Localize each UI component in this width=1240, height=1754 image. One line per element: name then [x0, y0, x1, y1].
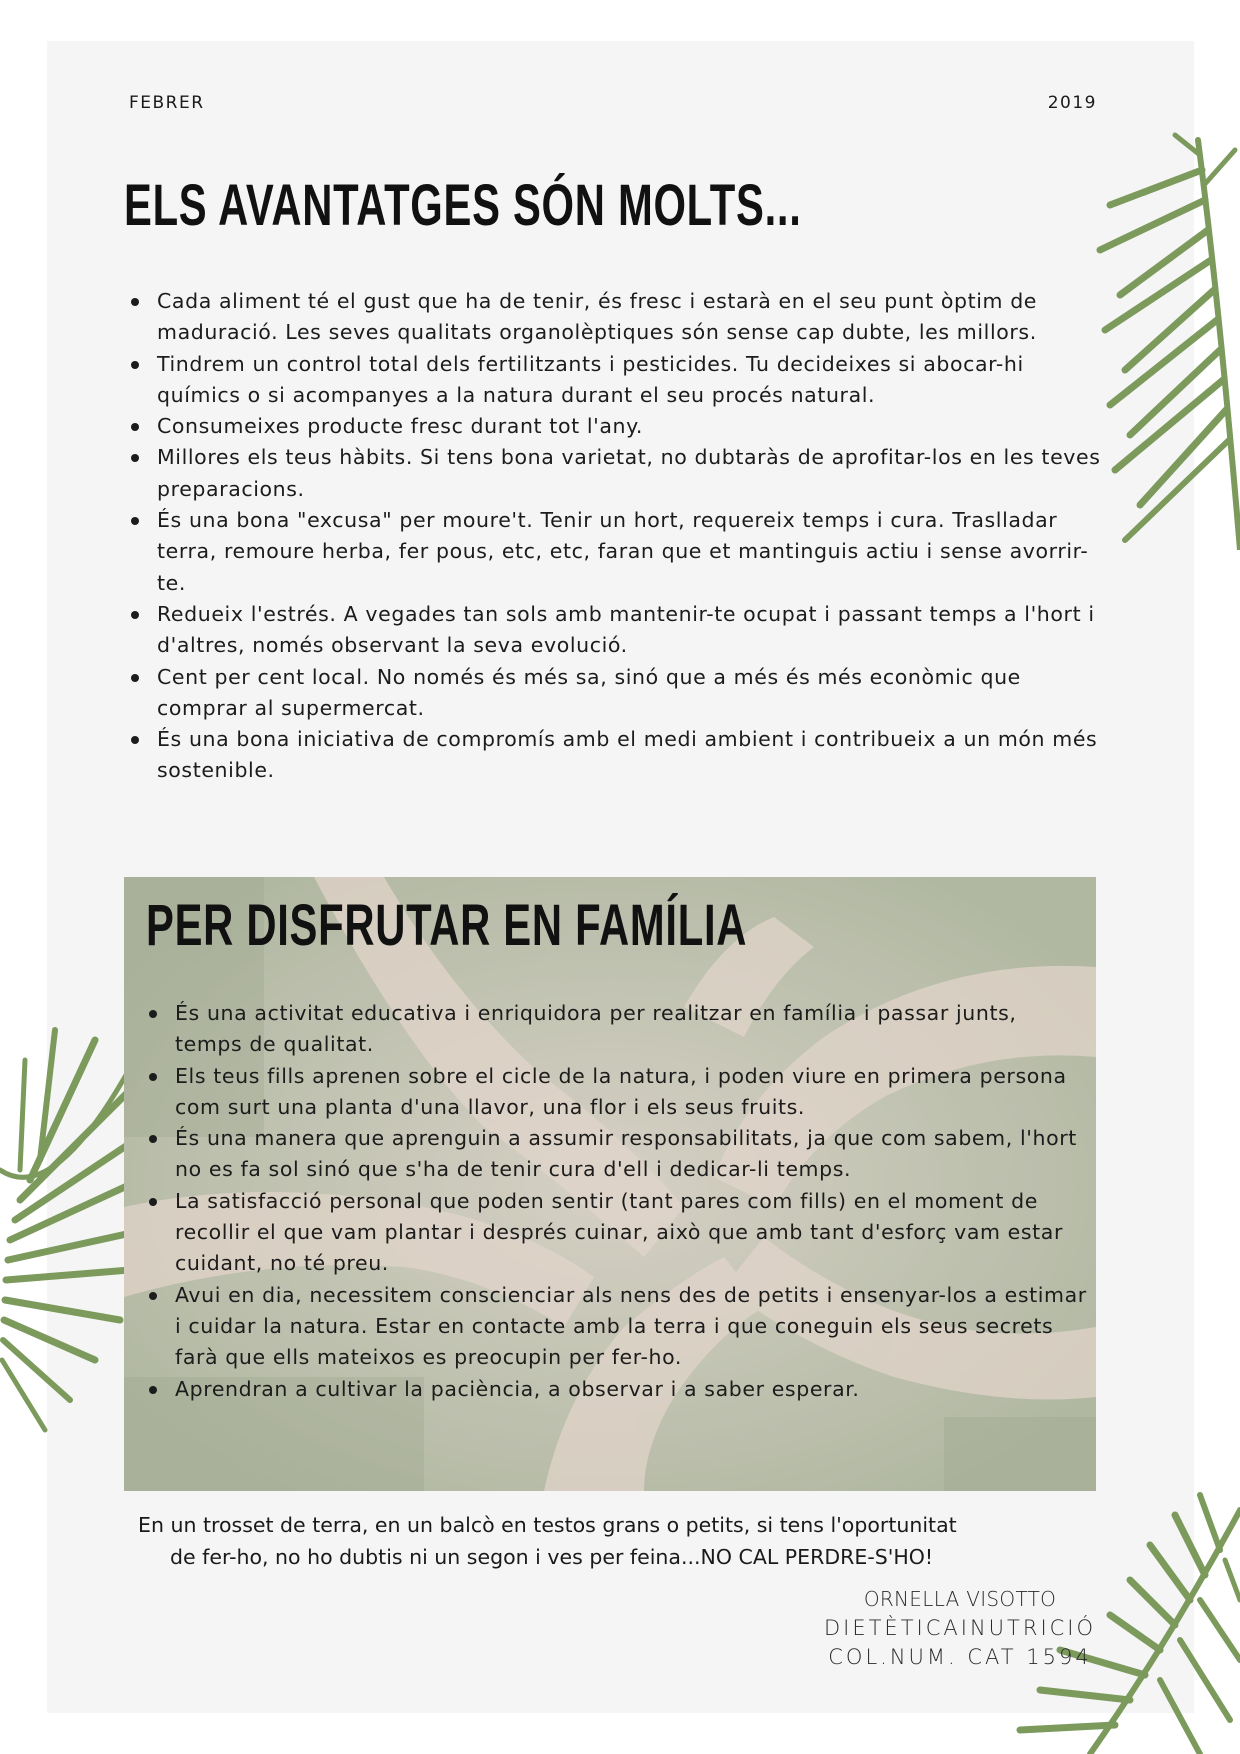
list-item: Els teus fills aprenen sobre el cicle de la natura, i poden viure en primera persona com surt una planta d'una llavor, una flor i els seus fruits.: [147, 1061, 1087, 1124]
signature-name: ORNELLA VISOTTO: [863, 1587, 1057, 1611]
list-item: Cent per cent local. No només és més sa, sinó que a més és més econòmic que comprar al supermercat.: [129, 662, 1105, 725]
closing-line-1: En un trosset de terra, en un balcò en testos grans o petits, si tens l'oportunitat: [138, 1513, 957, 1537]
closing-line-2: de fer-ho, no ho dubtis ni un segon i ves per feina...NO CAL PERDRE-S'HO!: [170, 1544, 934, 1569]
list-item: És una bona "excusa" per moure't. Tenir un hort, requereix temps i cura. Traslladar terra, remoure herba, fer pous, etc, etc, faran que et mantinguis actiu i sense avorrir-te.: [129, 505, 1105, 599]
family-list: [147, 998, 1087, 1405]
list-item: És una bona iniciativa de compromís amb el medi ambient i contribueix a un món més sostenible.: [129, 724, 1105, 787]
signature-registration: COL.NUM. CAT 1594: [828, 1645, 1092, 1669]
list-item: Cada aliment té el gust que ha de tenir, és fresc i estarà en el seu punt òptim de maduració. Les seves qualitats organolèptiques són sense cap dubte, les millors.: [129, 286, 1105, 349]
list-item: És una activitat educativa i enriquidora per realitzar en família i passar junts, temps de qualitat.: [147, 998, 1087, 1061]
header-month: FEBRER: [129, 93, 205, 113]
list-item: Consumeixes producte fresc durant tot l'any.: [129, 411, 1105, 442]
header-year: 2019: [1047, 93, 1097, 113]
section-title-family: PER DISFRUTAR EN FAMÍLIA: [146, 893, 748, 958]
closing-text: [120, 1510, 1080, 1573]
list-item: Redueix l'estrés. A vegades tan sols amb mantenir-te ocupat i passant temps a l'hort i d'altres, només observant la seva evolució.: [129, 599, 1105, 662]
section-title-advantages: ELS AVANTATGES SÓN MOLTS...: [124, 173, 802, 238]
list-item: És una manera que aprenguin a assumir responsabilitats, ja que com sabem, l'hort no es fa sol sinó que s'ha de tenir cura d'ell i dedicar-li temps.: [147, 1123, 1087, 1186]
list-item: Avui en dia, necessitem conscienciar als nens des de petits i ensenyar-los a estimar i cuidar la natura. Estar en contacte amb la terra i que coneguin els seus secrets farà que ells mateixos es preocupin per fer-ho.: [147, 1280, 1087, 1374]
list-item: Tindrem un control total dels fertilitzants i pesticides. Tu decideixes si abocar-hi químics o si acompanyes a la natura durant el seu procés natural.: [129, 349, 1105, 412]
signature-block: [810, 1585, 1110, 1672]
list-item: La satisfacció personal que poden sentir (tant pares com fills) en el moment de recollir el que vam plantar i després cuinar, això que amb tant d'esforç vam estar cuidant, no té preu.: [147, 1186, 1087, 1280]
list-item: Aprendran a cultivar la paciència, a observar i a saber esperar.: [147, 1374, 1087, 1405]
list-item: Millores els teus hàbits. Si tens bona varietat, no dubtaràs de aprofitar-los en les teves preparacions.: [129, 442, 1105, 505]
signature-role: DIETÈTICAINUTRICIÓ: [823, 1616, 1097, 1640]
advantages-list: [129, 286, 1105, 787]
